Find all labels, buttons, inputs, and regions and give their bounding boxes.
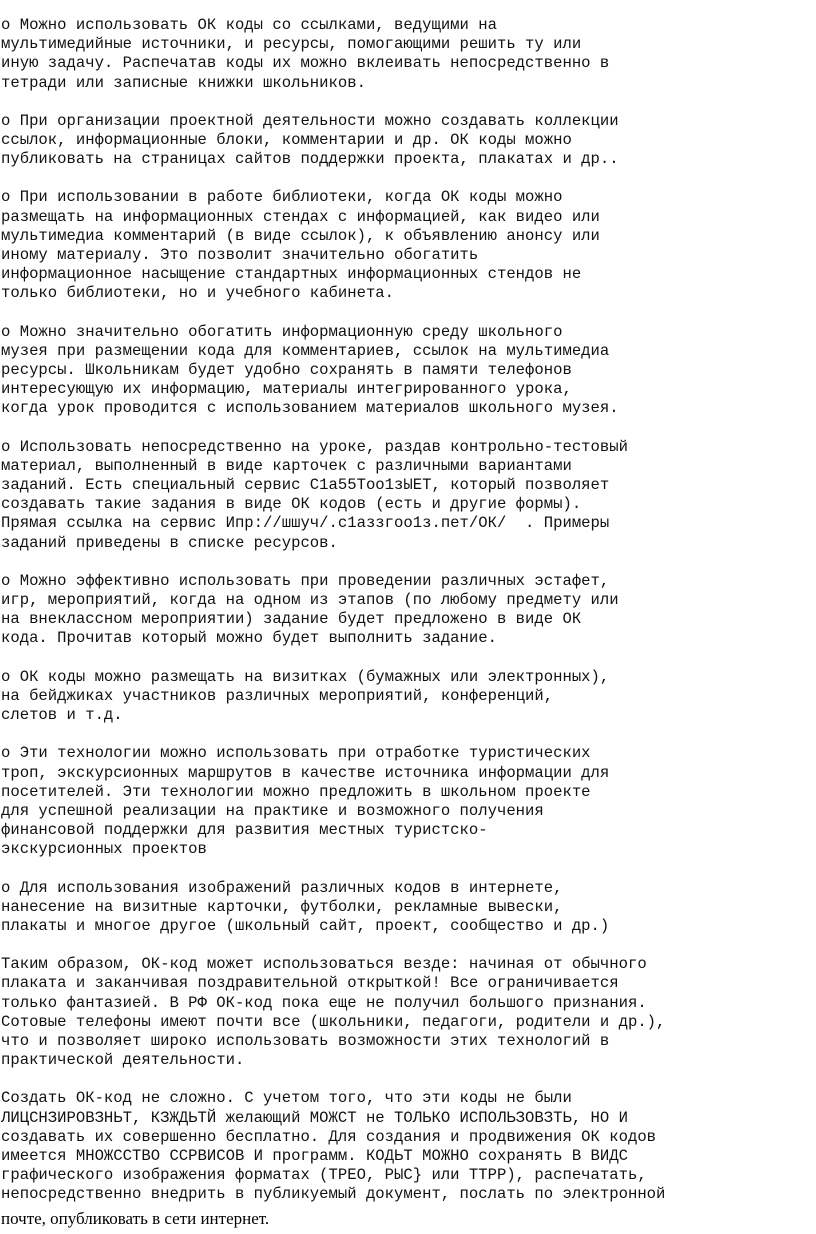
paragraph [0,668,816,726]
text-line: Таким образом, ОК-код может использоваться везде: начиная от обычного [1,955,647,974]
text-line: Прямая ссылка на сервис Ипр://шшуч/.с1аззгоо1з.пет/ОК/ . Примеры [1,514,610,533]
final-line: почте, опубликовать в сети интернет. [1,1209,270,1228]
text-line: только фантазией. В РФ ОК-код пока еще не получил большого признания. [1,993,647,1012]
text-line: экскурсионных проектов [1,840,207,859]
text-line: плаката и заканчивая поздравительной открыткой! Все ограничивается [1,974,619,993]
text-line: музея при размещении кода для комментариев, ссылок на мультимедиа [1,341,610,360]
text-line: создавать их совершенно бесплатно. Для создания и продвижения ОК кодов [1,1127,657,1146]
text-line: публиковать на страницах сайтов поддержки проекта, плакатах и др.. [1,150,619,169]
text-line: только библиотеки, но и учебного кабинета. [1,284,395,303]
text-line: ЛИЦСНЗИРОВЗНЬТ, КЗЖДЬТЙ желающий МОЖСТ не ТОЛЬКО ИСПОЛЬЗОВЗТЬ, НО И [1,1108,628,1127]
paragraph [0,879,816,937]
text-line: финансовой поддержки для развития местных туристско- [1,821,488,840]
text-line: иному материалу. Это позволит значительно обогатить [1,246,479,265]
text-line: o Использовать непосредственно на уроке, раздав контрольно-тестовый [1,437,628,456]
text-line: на внеклассном мероприятии) задание будет предложено в виде ОК [1,610,582,629]
text-line: создавать такие задания в виде ОК кодов (есть и другие формы). [1,495,582,514]
text-line: мультимедийные источники, и ресурсы, помогающими решить ту или [1,35,582,54]
text-line: когда урок проводится с использованием материалов школьного музея. [1,399,619,418]
text-line: троп, экскурсионных маршрутов в качестве источника информации для [1,763,610,782]
paragraph [0,112,816,170]
text-line: материал, выполненный в виде карточек с различными вариантами [1,456,572,475]
text-line: o Можно эффективно использовать при проведении различных эстафет, [1,571,610,590]
paragraph [0,16,816,93]
text-line: интересующую их информацию, материалы интегрированного урока, [1,380,572,399]
paragraph [0,744,816,859]
text-line: кода. Прочитав который можно будет выполнить задание. [1,629,497,648]
text-line: заданий. Есть специальный сервис С1а55Тоо1зЫЕТ, который позволяет [1,476,610,495]
text-line: посетителей. Эти технологии можно предложить в школьном проекте [1,782,591,801]
text-line: o Эти технологии можно использовать при отработке туристических [1,744,591,763]
paragraph [0,323,816,419]
document-page [0,16,816,1224]
text-line: на бейджиках участников различных мероприятий, конференций, [1,686,554,705]
text-line: o Можно значительно обогатить информационную среду школьного [1,322,563,341]
text-line: тетради или записные книжки школьников. [1,73,366,92]
text-line: мультимедиа комментарий (в виде ссылок), к объявлению анонсу или [1,226,600,245]
text-line: o При использовании в работе библиотеки, когда ОК коды можно [1,188,563,207]
paragraph [0,955,816,1070]
text-line: Создать ОК-код не сложно. С учетом того, что эти коды не были [1,1089,572,1108]
text-line: плакаты и многое другое (школьный сайт, проект, сообщество и др.) [1,916,610,935]
text-line: для успешной реализации на практике и возможного получения [1,801,544,820]
text-line: ресурсы. Школьникам будет удобно сохранять в памяти телефонов [1,361,572,380]
paragraph [0,572,816,649]
paragraph [0,438,816,553]
text-line: нанесение на визитные карточки, футболки, рекламные вывески, [1,897,563,916]
text-line: o Можно использовать ОК коды со ссылками, ведущими на [1,16,497,34]
paragraph [0,188,816,303]
text-line: Сотовые телефоны имеют почти все (школьники, педагоги, родители и др.), [1,1012,666,1031]
text-line: информационное насыщение стандартных информационных стендов не [1,265,582,284]
text-line: практической деятельности. [1,1051,245,1070]
text-line: ссылок, информационные блоки, комментарии и др. ОК коды можно [1,131,572,150]
text-line: имеется МНОЖССТВО ССРВИСОВ И программ. КОДЬТ МОЖНО сохранять В ВИДС [1,1146,628,1165]
text-line: графического изображения форматах (ТРЕО, РЫС} или ТТРР), распечатать, [1,1166,647,1185]
text-line: o При организации проектной деятельности можно создавать коллекции [1,111,619,130]
text-line: непосредственно внедрить в публикуемый документ, послать по электронной [1,1185,666,1204]
paragraph [0,1089,816,1204]
text-line: o Для использования изображений различных кодов в интернете, [1,878,563,897]
text-line: игр, мероприятий, когда на одном из этапов (по любому предмету или [1,591,619,610]
text-line: иную задачу. Распечатав коды их можно вклеивать непосредственно в [1,54,610,73]
text-line: что и позволяет широко использовать возможности этих технологий в [1,1031,610,1050]
text-line: размещать на информационных стендах с информацией, как видео или [1,207,600,226]
text-line: o ОК коды можно размещать на визитках (бумажных или электронных), [1,667,610,686]
text-line: слетов и т.д. [1,706,123,725]
text-line: заданий приведены в списке ресурсов. [1,533,338,552]
